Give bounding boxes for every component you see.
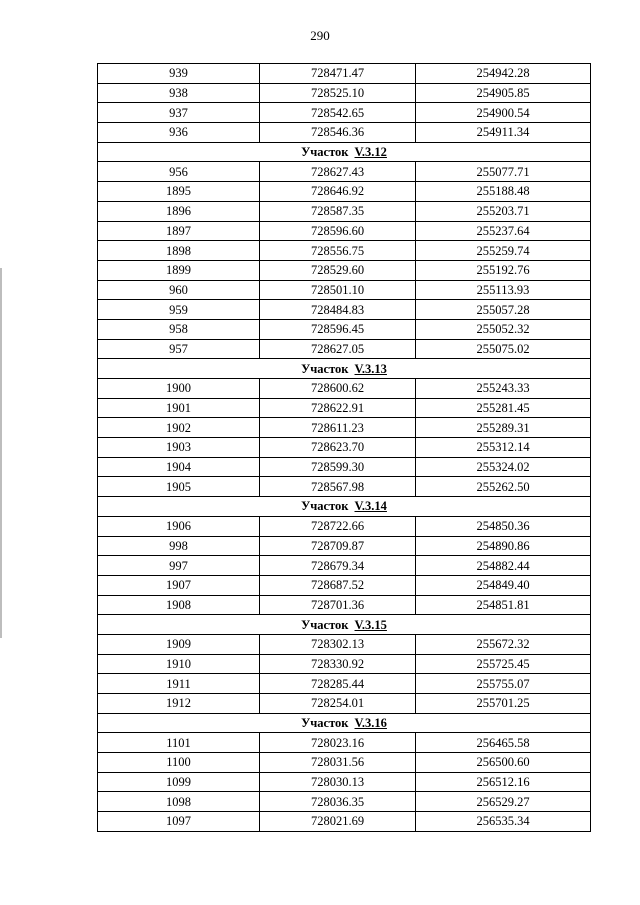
table-row bbox=[98, 182, 591, 202]
table-row bbox=[98, 733, 591, 753]
table-row bbox=[98, 812, 591, 832]
x-coordinate-cell: 728701.36 bbox=[260, 595, 416, 615]
x-coordinate-cell: 728622.91 bbox=[260, 398, 416, 418]
table-row bbox=[98, 319, 591, 339]
point-number-cell: 1099 bbox=[98, 772, 260, 792]
point-number-cell: 939 bbox=[98, 64, 260, 84]
point-number-cell: 1897 bbox=[98, 221, 260, 241]
point-number-cell: 1912 bbox=[98, 694, 260, 714]
point-number-cell: 1903 bbox=[98, 438, 260, 458]
point-number-cell: 1904 bbox=[98, 457, 260, 477]
y-coordinate-cell: 255243.33 bbox=[416, 379, 591, 399]
x-coordinate-cell: 728600.62 bbox=[260, 379, 416, 399]
y-coordinate-cell: 255672.32 bbox=[416, 634, 591, 654]
point-number-cell: 1896 bbox=[98, 201, 260, 221]
x-coordinate-cell: 728302.13 bbox=[260, 634, 416, 654]
point-number-cell: 1900 bbox=[98, 379, 260, 399]
y-coordinate-cell: 255324.02 bbox=[416, 457, 591, 477]
x-coordinate-cell: 728546.36 bbox=[260, 123, 416, 143]
table-row bbox=[98, 575, 591, 595]
x-coordinate-cell: 728596.60 bbox=[260, 221, 416, 241]
table-row bbox=[98, 103, 591, 123]
table-row bbox=[98, 64, 591, 84]
section-code: V.3.14 bbox=[354, 499, 387, 514]
page-number: 290 bbox=[310, 28, 330, 43]
table-row bbox=[98, 280, 591, 300]
y-coordinate-cell: 255755.07 bbox=[416, 674, 591, 694]
y-coordinate-cell: 255312.14 bbox=[416, 438, 591, 458]
point-number-cell: 1909 bbox=[98, 634, 260, 654]
y-coordinate-cell: 254890.86 bbox=[416, 536, 591, 556]
x-coordinate-cell: 728031.56 bbox=[260, 753, 416, 773]
x-coordinate-cell: 728471.47 bbox=[260, 64, 416, 84]
section-prefix: Участок bbox=[301, 499, 349, 514]
point-number-cell: 997 bbox=[98, 556, 260, 576]
x-coordinate-cell: 728567.98 bbox=[260, 477, 416, 497]
table-row bbox=[98, 457, 591, 477]
table-row bbox=[98, 792, 591, 812]
section-prefix: Участок bbox=[301, 716, 349, 731]
point-number-cell: 959 bbox=[98, 300, 260, 320]
point-number-cell: 1899 bbox=[98, 260, 260, 280]
table-row bbox=[98, 477, 591, 497]
point-number-cell: 957 bbox=[98, 339, 260, 359]
x-coordinate-cell: 728254.01 bbox=[260, 694, 416, 714]
section-header bbox=[98, 497, 591, 517]
x-coordinate-cell: 728709.87 bbox=[260, 536, 416, 556]
section-header-row bbox=[98, 142, 591, 162]
section-code: V.3.13 bbox=[354, 361, 387, 376]
x-coordinate-cell: 728627.43 bbox=[260, 162, 416, 182]
y-coordinate-cell: 255262.50 bbox=[416, 477, 591, 497]
section-header bbox=[98, 713, 591, 733]
y-coordinate-cell: 255725.45 bbox=[416, 654, 591, 674]
y-coordinate-cell: 256465.58 bbox=[416, 733, 591, 753]
table-row bbox=[98, 379, 591, 399]
y-coordinate-cell: 255203.71 bbox=[416, 201, 591, 221]
point-number-cell: 1907 bbox=[98, 575, 260, 595]
point-number-cell: 937 bbox=[98, 103, 260, 123]
table-row bbox=[98, 595, 591, 615]
x-coordinate-cell: 728030.13 bbox=[260, 772, 416, 792]
table-row bbox=[98, 162, 591, 182]
y-coordinate-cell: 255237.64 bbox=[416, 221, 591, 241]
x-coordinate-cell: 728484.83 bbox=[260, 300, 416, 320]
x-coordinate-cell: 728285.44 bbox=[260, 674, 416, 694]
x-coordinate-cell: 728611.23 bbox=[260, 418, 416, 438]
x-coordinate-cell: 728036.35 bbox=[260, 792, 416, 812]
point-number-cell: 998 bbox=[98, 536, 260, 556]
table-row bbox=[98, 438, 591, 458]
point-number-cell: 1905 bbox=[98, 477, 260, 497]
point-number-cell: 1101 bbox=[98, 733, 260, 753]
table-row bbox=[98, 654, 591, 674]
y-coordinate-cell: 254850.36 bbox=[416, 516, 591, 536]
section-code: V.3.12 bbox=[354, 145, 387, 160]
y-coordinate-cell: 254942.28 bbox=[416, 64, 591, 84]
y-coordinate-cell: 254851.81 bbox=[416, 595, 591, 615]
y-coordinate-cell: 255113.93 bbox=[416, 280, 591, 300]
table-row bbox=[98, 694, 591, 714]
section-header-row bbox=[98, 359, 591, 379]
point-number-cell: 1100 bbox=[98, 753, 260, 773]
x-coordinate-cell: 728722.66 bbox=[260, 516, 416, 536]
x-coordinate-cell: 728501.10 bbox=[260, 280, 416, 300]
coordinates-table-body bbox=[98, 64, 591, 832]
x-coordinate-cell: 728679.34 bbox=[260, 556, 416, 576]
x-coordinate-cell: 728596.45 bbox=[260, 319, 416, 339]
table-row bbox=[98, 83, 591, 103]
y-coordinate-cell: 255192.76 bbox=[416, 260, 591, 280]
section-code: V.3.16 bbox=[354, 716, 387, 731]
x-coordinate-cell: 728021.69 bbox=[260, 812, 416, 832]
table-row bbox=[98, 674, 591, 694]
y-coordinate-cell: 255259.74 bbox=[416, 241, 591, 261]
table-row bbox=[98, 556, 591, 576]
table-row bbox=[98, 398, 591, 418]
table-row bbox=[98, 300, 591, 320]
x-coordinate-cell: 728330.92 bbox=[260, 654, 416, 674]
table-row bbox=[98, 221, 591, 241]
y-coordinate-cell: 255077.71 bbox=[416, 162, 591, 182]
point-number-cell: 1911 bbox=[98, 674, 260, 694]
y-coordinate-cell: 256529.27 bbox=[416, 792, 591, 812]
table-row bbox=[98, 516, 591, 536]
point-number-cell: 1906 bbox=[98, 516, 260, 536]
y-coordinate-cell: 255701.25 bbox=[416, 694, 591, 714]
table-row bbox=[98, 241, 591, 261]
point-number-cell: 956 bbox=[98, 162, 260, 182]
y-coordinate-cell: 254900.54 bbox=[416, 103, 591, 123]
y-coordinate-cell: 255075.02 bbox=[416, 339, 591, 359]
y-coordinate-cell: 254911.34 bbox=[416, 123, 591, 143]
point-number-cell: 1908 bbox=[98, 595, 260, 615]
point-number-cell: 1898 bbox=[98, 241, 260, 261]
section-header-row bbox=[98, 497, 591, 517]
section-header bbox=[98, 359, 591, 379]
point-number-cell: 1901 bbox=[98, 398, 260, 418]
y-coordinate-cell: 254905.85 bbox=[416, 83, 591, 103]
table-row bbox=[98, 418, 591, 438]
point-number-cell: 1097 bbox=[98, 812, 260, 832]
x-coordinate-cell: 728542.65 bbox=[260, 103, 416, 123]
table-row bbox=[98, 536, 591, 556]
point-number-cell: 1910 bbox=[98, 654, 260, 674]
y-coordinate-cell: 256512.16 bbox=[416, 772, 591, 792]
section-header-row bbox=[98, 713, 591, 733]
coordinates-table bbox=[97, 63, 591, 832]
point-number-cell: 960 bbox=[98, 280, 260, 300]
table-row bbox=[98, 123, 591, 143]
point-number-cell: 936 bbox=[98, 123, 260, 143]
section-header bbox=[98, 615, 591, 635]
x-coordinate-cell: 728587.35 bbox=[260, 201, 416, 221]
x-coordinate-cell: 728627.05 bbox=[260, 339, 416, 359]
x-coordinate-cell: 728687.52 bbox=[260, 575, 416, 595]
x-coordinate-cell: 728556.75 bbox=[260, 241, 416, 261]
y-coordinate-cell: 255188.48 bbox=[416, 182, 591, 202]
y-coordinate-cell: 255052.32 bbox=[416, 319, 591, 339]
y-coordinate-cell: 254882.44 bbox=[416, 556, 591, 576]
table-row bbox=[98, 339, 591, 359]
table-row bbox=[98, 201, 591, 221]
point-number-cell: 1902 bbox=[98, 418, 260, 438]
x-coordinate-cell: 728529.60 bbox=[260, 260, 416, 280]
x-coordinate-cell: 728623.70 bbox=[260, 438, 416, 458]
y-coordinate-cell: 255057.28 bbox=[416, 300, 591, 320]
x-coordinate-cell: 728525.10 bbox=[260, 83, 416, 103]
y-coordinate-cell: 255289.31 bbox=[416, 418, 591, 438]
y-coordinate-cell: 256535.34 bbox=[416, 812, 591, 832]
point-number-cell: 958 bbox=[98, 319, 260, 339]
x-coordinate-cell: 728599.30 bbox=[260, 457, 416, 477]
table-row bbox=[98, 260, 591, 280]
table-row bbox=[98, 753, 591, 773]
section-prefix: Участок bbox=[301, 361, 349, 376]
section-header-row bbox=[98, 615, 591, 635]
y-coordinate-cell: 255281.45 bbox=[416, 398, 591, 418]
y-coordinate-cell: 254849.40 bbox=[416, 575, 591, 595]
table-row bbox=[98, 634, 591, 654]
table-row bbox=[98, 772, 591, 792]
point-number-cell: 1895 bbox=[98, 182, 260, 202]
point-number-cell: 938 bbox=[98, 83, 260, 103]
scan-edge-mark bbox=[0, 268, 2, 638]
section-prefix: Участок bbox=[301, 617, 349, 632]
section-prefix: Участок bbox=[301, 145, 349, 160]
point-number-cell: 1098 bbox=[98, 792, 260, 812]
section-code: V.3.15 bbox=[354, 617, 387, 632]
y-coordinate-cell: 256500.60 bbox=[416, 753, 591, 773]
x-coordinate-cell: 728023.16 bbox=[260, 733, 416, 753]
section-header bbox=[98, 142, 591, 162]
x-coordinate-cell: 728646.92 bbox=[260, 182, 416, 202]
